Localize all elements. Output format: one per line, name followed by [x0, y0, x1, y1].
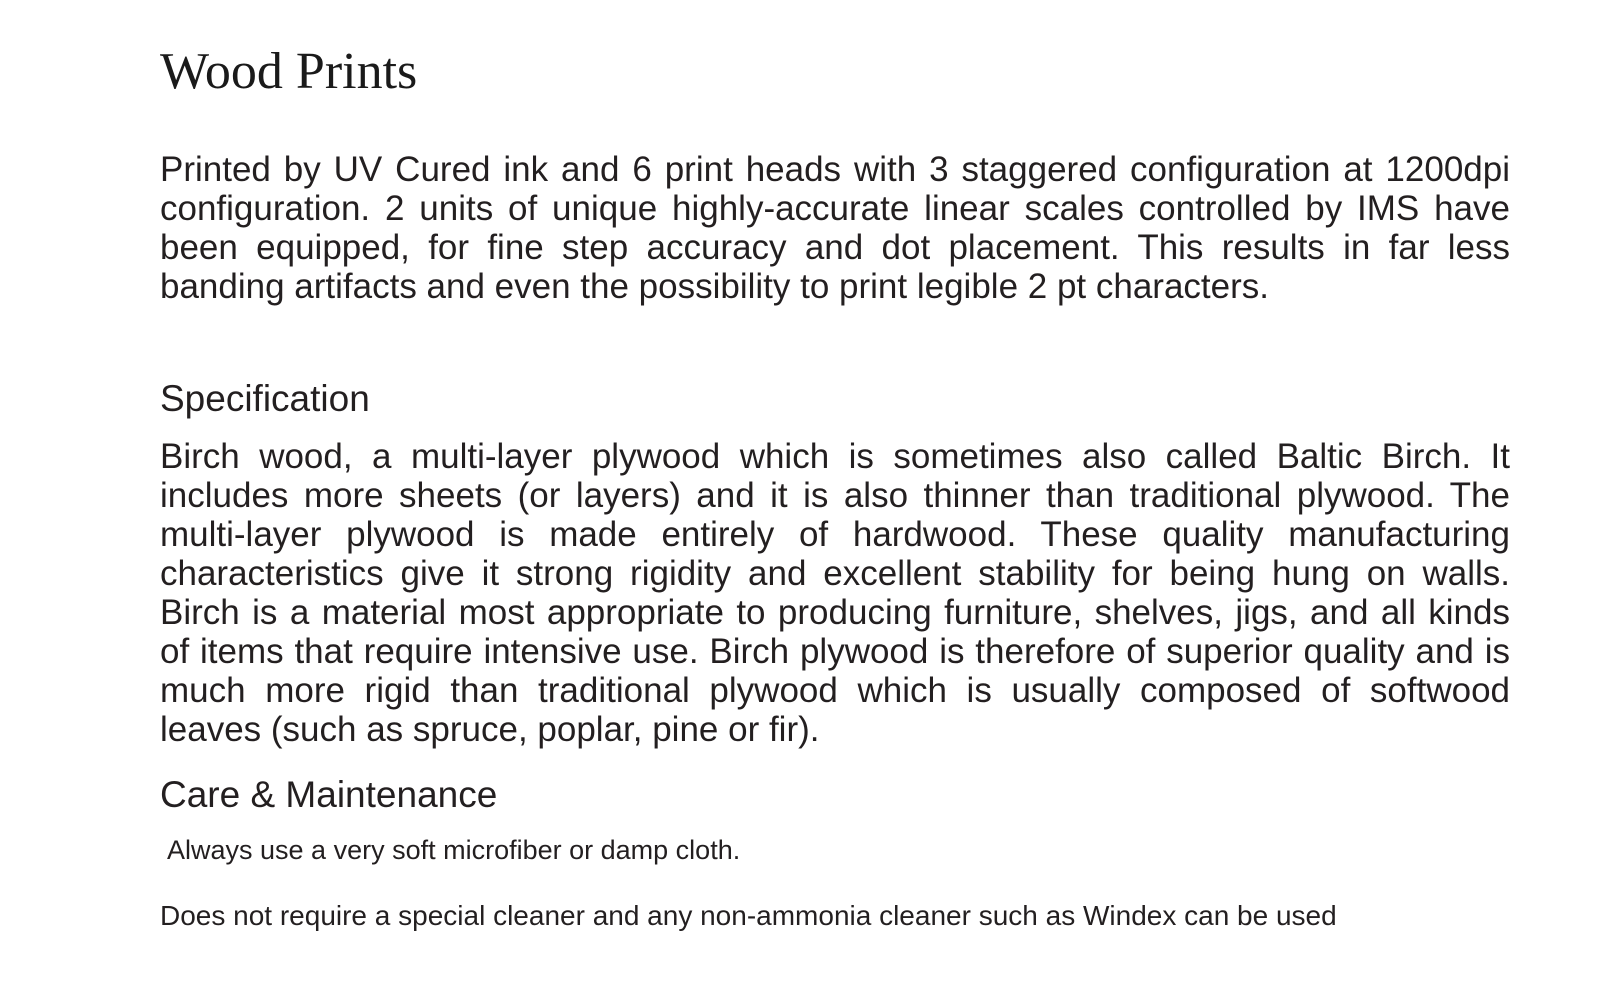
care-instruction-cleaner: Does not require a special cleaner and any non-ammonia cleaner such as Windex can be used	[160, 900, 1337, 931]
specification-heading: Specification	[160, 378, 370, 419]
page-title: Wood Prints	[160, 43, 418, 100]
care-instruction-cloth: Always use a very soft microfiber or damp cloth.	[167, 835, 741, 865]
intro-paragraph: Printed by UV Cured ink and 6 print heads with 3 staggered configuration at 1200dpi configuration. 2 units of unique highly-accurate linear scales controlled by IMS have been equipped, for fine step accuracy and dot placement. This results in far less banding artifacts and even the possibility to print legible 2 pt characters.	[160, 150, 1510, 306]
specification-paragraph: Birch wood, a multi-layer plywood which is sometimes also called Baltic Birch. It includes more sheets (or layers) and it is also thinner than traditional plywood. The multi-layer plywood is made entirely of hardwood. These quality manufacturing characteristics give it strong rigidity and excellent stability for being hung on walls. Birch is a material most appropriate to producing furniture, shelves, jigs, and all kinds of items that require intensive use. Birch plywood is therefore of superior quality and is much more rigid than traditional plywood which is usually composed of softwood leaves (such as spruce, poplar, pine or fir).	[160, 437, 1510, 749]
care-heading: Care & Maintenance	[160, 774, 498, 815]
